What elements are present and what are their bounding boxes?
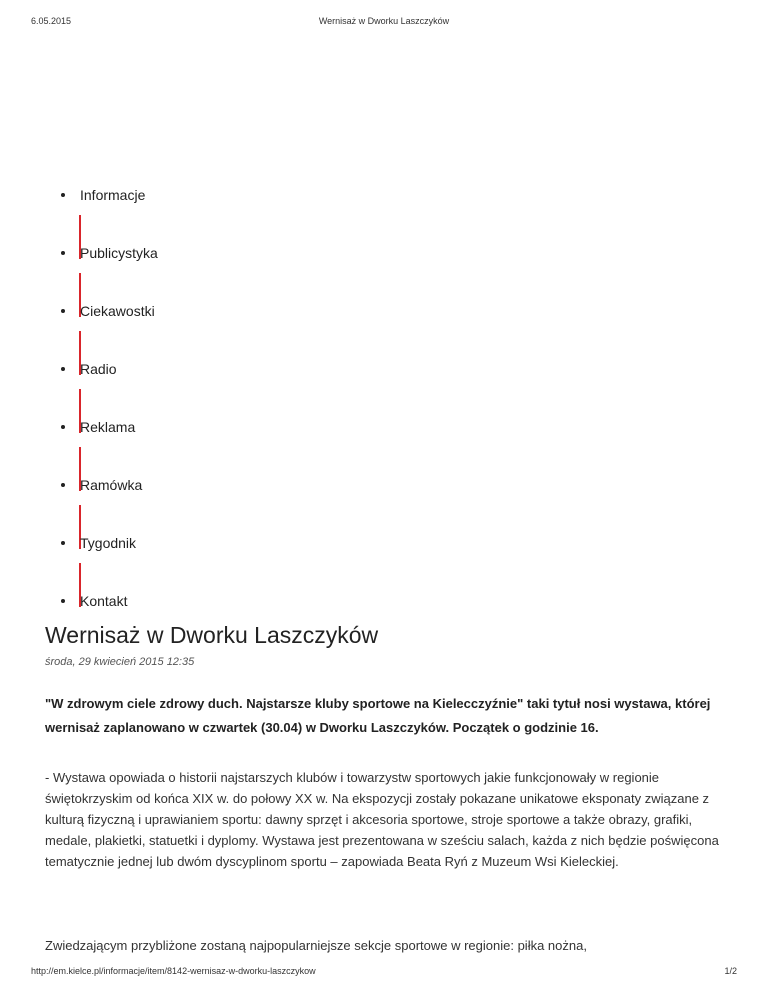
nav-item-label[interactable]: Kontakt <box>80 593 128 609</box>
bullet-icon <box>61 483 65 487</box>
print-header <box>0 16 768 30</box>
nav-item-label[interactable]: Ramówka <box>80 477 143 493</box>
print-footer <box>0 966 768 980</box>
article-date: środa, 29 kwiecień 2015 12:35 <box>45 656 195 668</box>
nav-item-label[interactable]: Radio <box>80 361 117 377</box>
nav-item-label[interactable]: Publicystyka <box>80 245 158 261</box>
nav-item-label[interactable]: Tygodnik <box>80 535 137 551</box>
article-title: Wernisaż w Dworku Laszczyków <box>45 622 379 648</box>
bullet-icon <box>61 425 65 429</box>
print-date: 6.05.2015 <box>31 16 72 26</box>
article-paragraph: - Wystawa opowiada o historii najstarszych klubów i towarzystw sportowych jakie funkcjonowały w regionie świętokrzyskim od końca XIX w. do połowy XX w. Na ekspozycji zostały pokazane unikatowe eksponaty związane z kulturą fizyczną i uprawianiem sportu: dawny sprzęt i akcesoria sportowe, stroje sportowe a także obrazy, grafiki, medale, plakietki, statuetki i dyplomy. Wystawa jest prezentowana w sześciu salach, każda z nich będzie poświęcona tematycznie jednej lub dwóm dyscyplinom sportu – zapowiada Beata Ryń z Muzeum Wsi Kieleckiej. <box>45 770 719 869</box>
bullet-icon <box>61 599 65 603</box>
article-paragraph: Zwiedzającym przybliżone zostaną najpopularniejsze sekcje sportowe w regionie: piłka nożna, <box>45 938 587 953</box>
bullet-icon <box>61 541 65 545</box>
nav-item-label[interactable]: Informacje <box>80 187 146 203</box>
bullet-icon <box>61 367 65 371</box>
bullet-icon <box>61 193 65 197</box>
print-url: http://em.kielce.pl/informacje/item/8142-wernisaz-w-dworku-laszczykow <box>31 966 316 976</box>
print-title: Wernisaż w Dworku Laszczyków <box>318 16 450 26</box>
article-lead: "W zdrowym ciele zdrowy duch. Najstarsze kluby sportowe na Kielecczyźnie" taki tytuł nosi wystawa, której wernisaż zaplanowano w czwartek (30.04) w Dworku Laszczyków. Początek o godzinie 16. <box>45 696 711 735</box>
bullet-icon <box>61 251 65 255</box>
nav-item-label[interactable]: Reklama <box>80 419 136 435</box>
page-number: 1/2 <box>724 966 737 976</box>
nav-item-label[interactable]: Ciekawostki <box>80 303 155 319</box>
bullet-icon <box>61 309 65 313</box>
